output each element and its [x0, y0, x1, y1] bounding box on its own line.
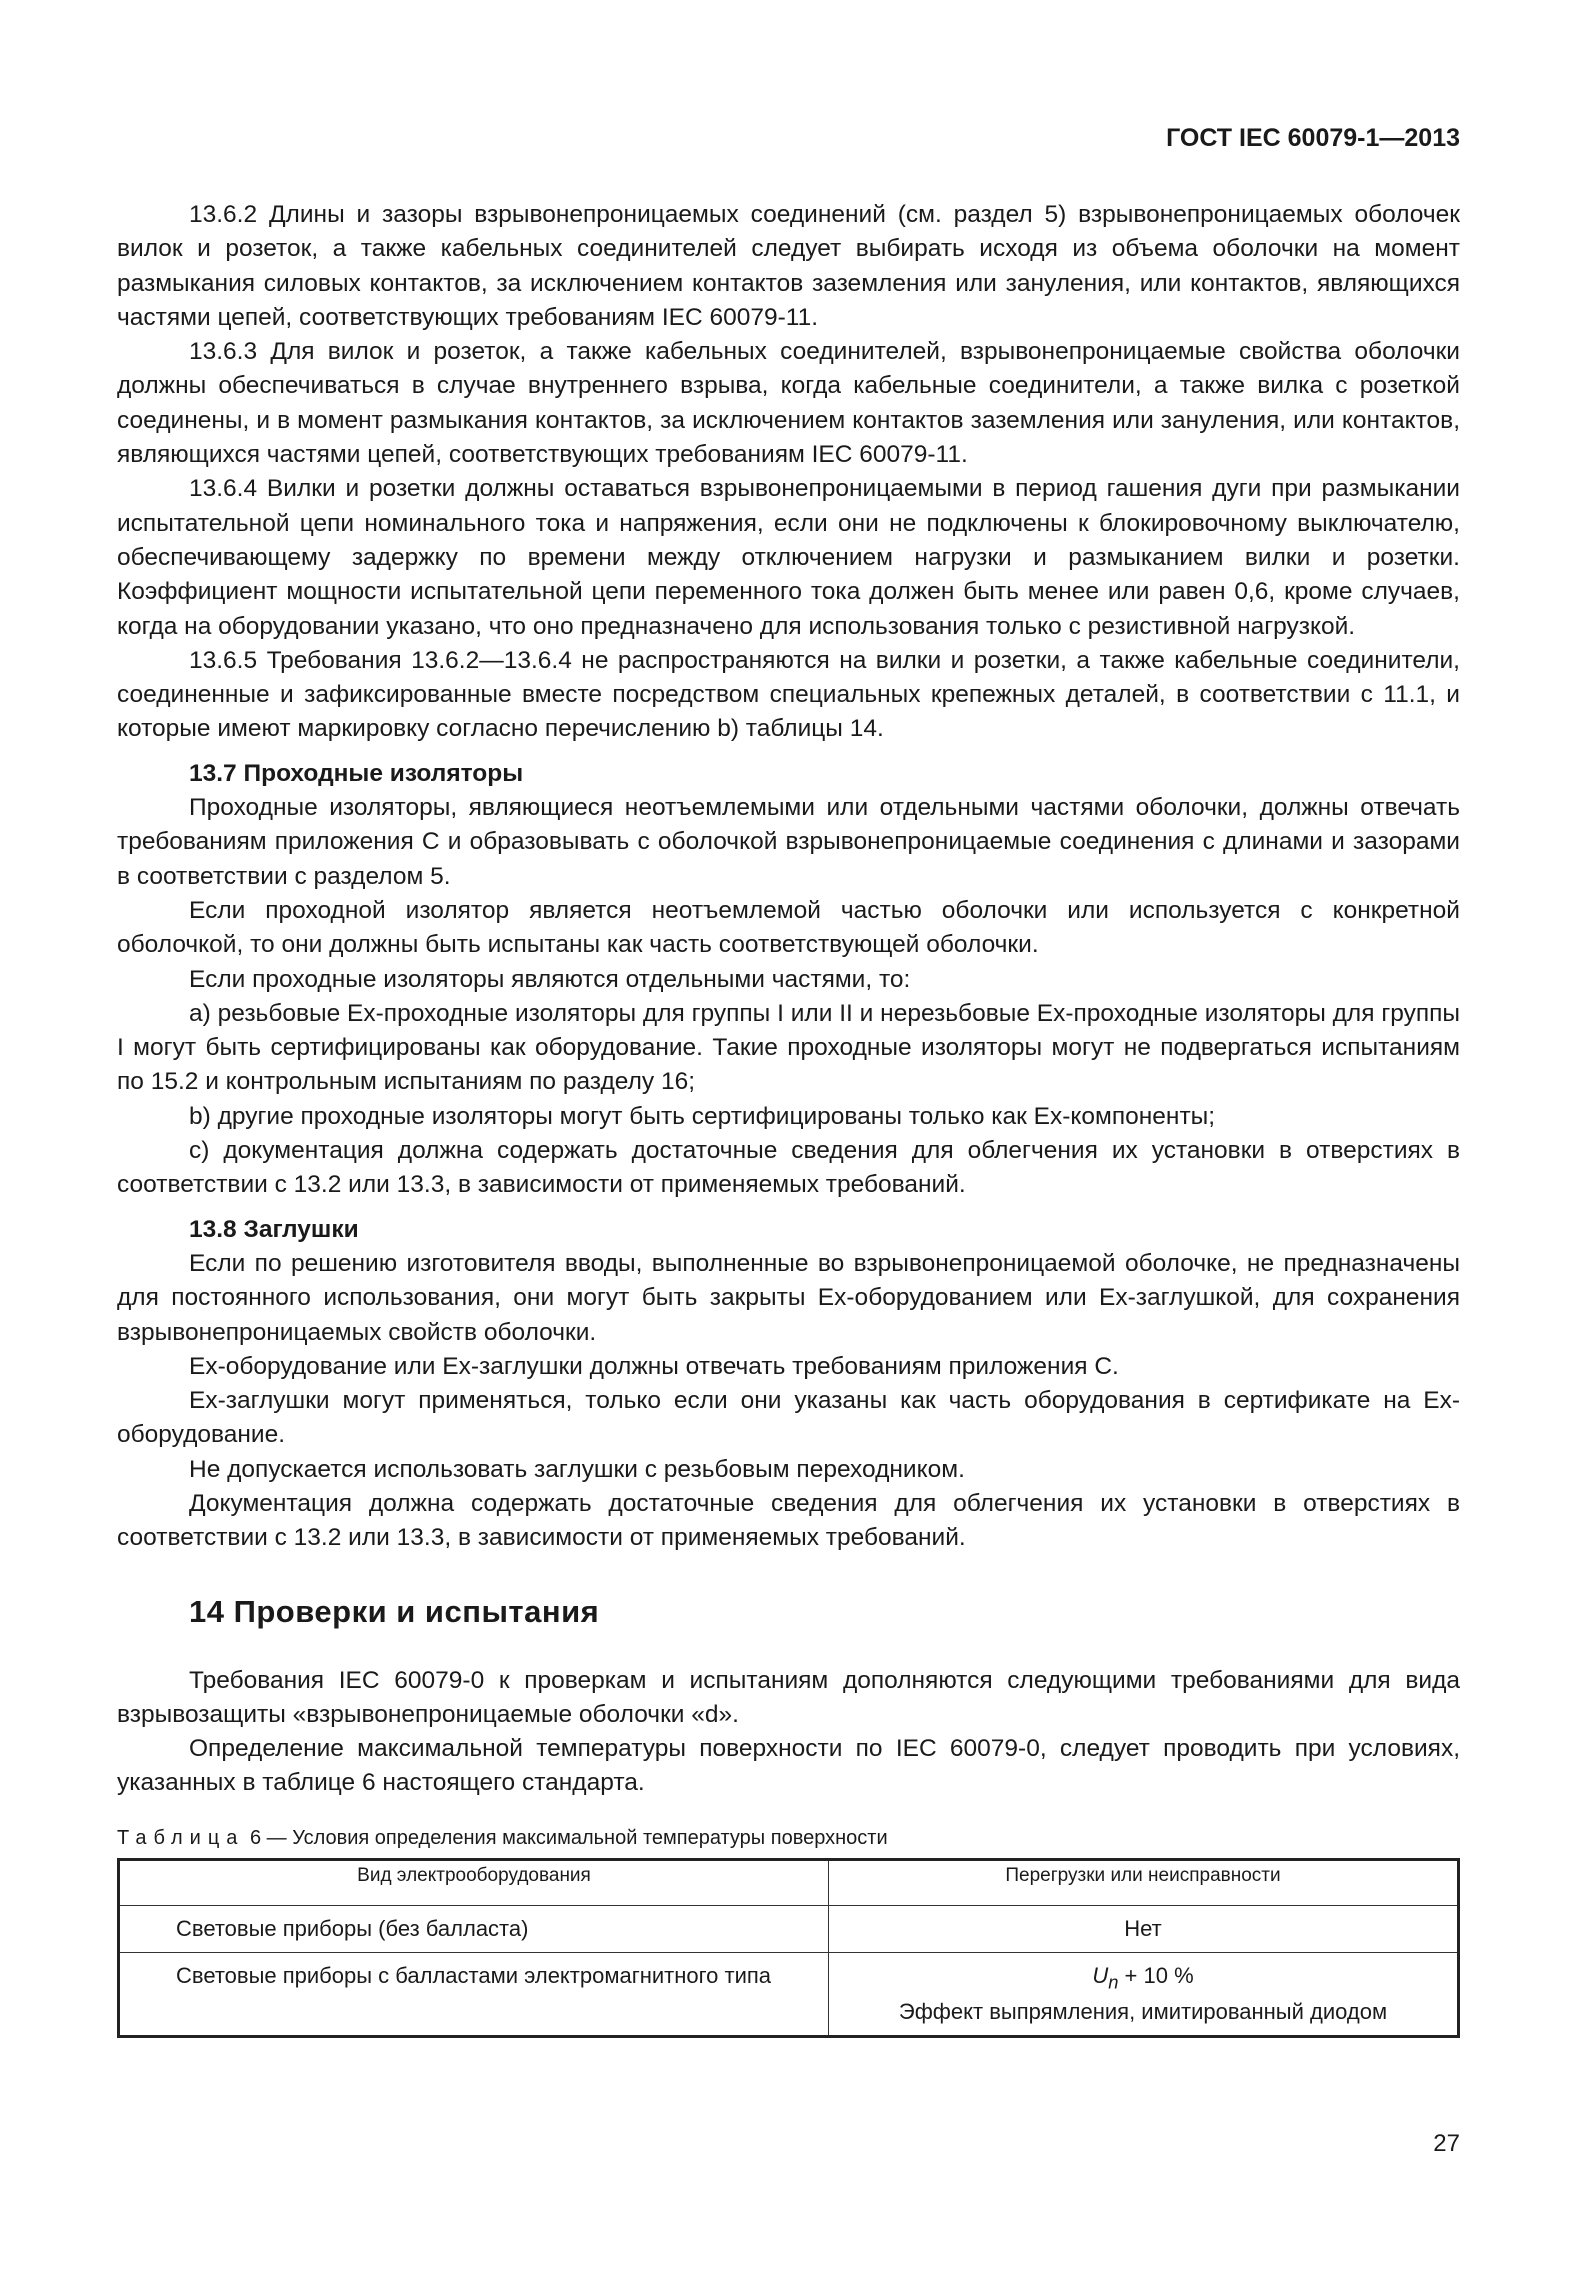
list-item-a: a) резьбовые Ex-проходные изоляторы для группы I или II и нерезьбовые Ex-проходные изоляторы для группы I могут быть сертифицированы как оборудование. Такие проходные изоляторы могут не подвергаться испытаниям по 15.2 и контрольным испытаниям по разделу 16;: [117, 999, 1460, 1096]
page-number: 27: [1433, 2130, 1460, 2157]
paragraph-14-a: Требования IEC 60079-0 к проверкам и испытаниям дополняются следующими требованиями для вида взрывозащиты «взрывонепроницаемые оболочки «d».: [117, 1666, 1460, 1728]
paragraph-13-7-a: Проходные изоляторы, являющиеся неотъемлемыми или отдельными частями оболочки, должны отвечать требованиям приложения С и образовывать с оболочкой взрывонепроницаемые соединения с длинами и зазорами в соответствии с разделом 5.: [117, 794, 1460, 890]
voltage-percent: + 10 %: [1118, 1962, 1194, 1988]
list-item-c: c) документация должна содержать достаточные сведения для облегчения их установки в отверстиях в соответствии с 13.2 или 13.3, в зависимости от применяемых требований.: [117, 1137, 1460, 1199]
rectification-effect: Эффект выпрямления, имитированный диодом: [898, 1999, 1388, 2025]
list-item-b: b) другие проходные изоляторы могут быть сертифицированы только как Ex-компоненты;: [189, 1102, 1216, 1130]
table-caption-label: Таблица: [117, 1826, 245, 1849]
heading-13-7: 13.7 Проходные изоляторы: [189, 759, 524, 787]
table-header-faults: Перегрузки или неисправности: [829, 1859, 1459, 1905]
table-cell-equipment: Световые приборы с балластами электромагнитного типа: [119, 1952, 829, 2036]
table-header-equipment: Вид электрооборудования: [119, 1859, 829, 1905]
table-caption: [117, 1827, 1460, 1850]
paragraph-13-7-c: Если проходные изоляторы являются отдельными частями, то:: [189, 965, 911, 993]
paragraph-13-6-4: 13.6.4 Вилки и розетки должны оставаться взрывонепроницаемыми в период гашения дуги при размыкании испытательной цепи номинального тока и напряжения, если они не подключены к блокировочному выключателю, обеспечивающему задержку по времени между отключением нагрузки и размыканием вилки и розетки. Коэффициент мощности испытательной цепи переменного тока должен быть менее или равен 0,6, кроме случаев, когда на оборудовании указано, что оно предназначено для использования только с резистивной нагрузкой.: [117, 475, 1460, 640]
table-cell-faults: [829, 1952, 1459, 2036]
heading-13-8: 13.8 Заглушки: [189, 1215, 359, 1243]
document-body: [117, 198, 1460, 2038]
table-row: [119, 1952, 1459, 2036]
paragraph-13-7-b: Если проходной изолятор является неотъемлемой частью оболочки или используется с конкретной оболочкой, то они должны быть испытаны как часть соответствующей оболочки.: [117, 896, 1460, 959]
conditions-table: [117, 1858, 1460, 2038]
table-caption-text: 6 — Условия определения максимальной температуры поверхности: [249, 1826, 888, 1849]
document-code: ГОСТ IEC 60079-1—2013: [1166, 124, 1460, 152]
table-cell-faults: Нет: [829, 1905, 1459, 1952]
paragraph-13-8-b: Ex-оборудование или Ex-заглушки должны отвечать требованиям приложения С.: [189, 1352, 1119, 1380]
paragraph-13-8-c: Ex-заглушки могут применяться, только если они указаны как часть оборудования в сертификате на Ex-оборудование.: [117, 1387, 1460, 1449]
paragraph-13-8-e: Документация должна содержать достаточные сведения для облегчения их установки в отверстиях в соответствии с 13.2 или 13.3, в зависимости от применяемых требований.: [117, 1489, 1460, 1552]
table-header-row: [119, 1859, 1459, 1905]
voltage-overload: [843, 1961, 1443, 1997]
paragraph-13-6-3: 13.6.3 Для вилок и розеток, а также кабельных соединителей, взрывонепроницаемые свойства оболочки должны обеспечиваться в случае внутреннего взрыва, когда кабельные соединители, а также вилка с розеткой соединены, и в момент размыкания контактов, за исключением контактов заземления или зануления, или контактов, являющихся частями цепей, соответствующих требованиям IEC 60079-11.: [117, 338, 1460, 469]
paragraph-14-b: Определение максимальной температуры поверхности по IEC 60079-0, следует проводить при условиях, указанных в таблице 6 настоящего стандарта.: [117, 1735, 1460, 1797]
voltage-symbol: U: [1092, 1962, 1109, 1988]
voltage-subscript: n: [1108, 1971, 1119, 1993]
section-heading-14: 14 Проверки и испытания: [189, 1593, 600, 1629]
paragraph-13-8-a: Если по решению изготовителя вводы, выполненные во взрывонепроницаемой оболочке, не предназначены для постоянного использования, они могут быть закрыты Ex-оборудованием или Ex-заглушкой, для сохранения взрывонепроницаемых свойств оболочки.: [117, 1249, 1460, 1346]
paragraph-13-8-d: Не допускается использовать заглушки с резьбовым переходником.: [189, 1455, 965, 1483]
table-cell-equipment: Световые приборы (без балласта): [119, 1905, 829, 1952]
paragraph-13-6-2: 13.6.2 Длины и зазоры взрывонепроницаемых соединений (см. раздел 5) взрывонепроницаемых оболочек вилок и розеток, а также кабельных соединителей следует выбирать исходя из объема оболочки на момент размыкания силовых контактов, за исключением контактов заземления или зануления, или контактов, являющихся частями цепей, соответствующих требованиям IEC 60079-11.: [117, 201, 1460, 331]
table-row: [119, 1905, 1459, 1952]
paragraph-13-6-5: 13.6.5 Требования 13.6.2—13.6.4 не распространяются на вилки и розетки, а также кабельные соединители, соединенные и зафиксированные вместе посредством специальных крепежных деталей, в соответствии с 11.1, и которые имеют маркировку согласно перечислению b) таблицы 14.: [117, 646, 1460, 743]
